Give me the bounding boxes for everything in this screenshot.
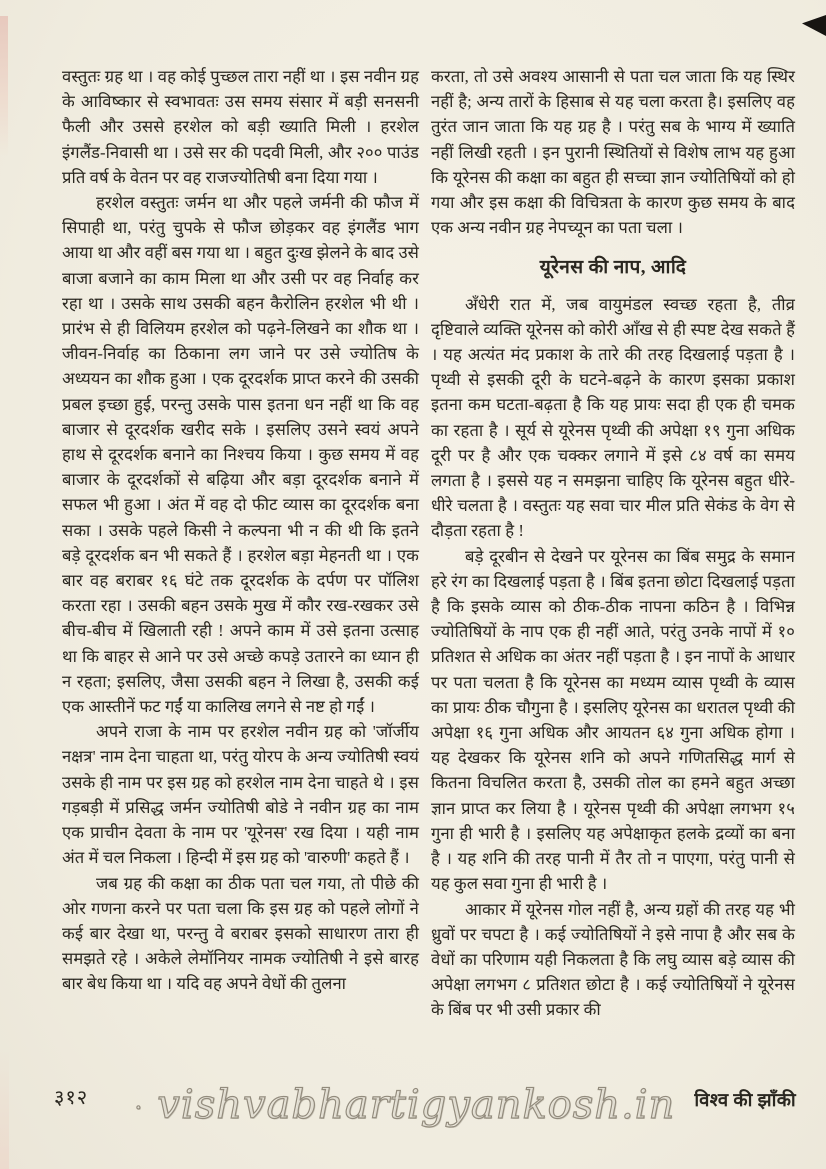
page-corner-mark (802, 15, 826, 36)
section-heading: यूरेनस की नाप, आदि (539, 257, 687, 279)
watermark-dot: · (134, 1094, 144, 1122)
watermark (130, 1082, 680, 1128)
paragraph: हरशेल वस्तुतः जर्मन था और पहले जर्मनी की फौज में सिपाही था, परंतु चुपके से फौज छोड़कर वह इंगलैंड भाग आया था और वहीं बस गया था । बहुत दुःख झेलने के बाद उसे बाजा बजाने का काम मिला था और उसी पर वह निर्वाह कर रहा था । उसके साथ उसकी बहन कैरोलिन हरशेल भी थी । प्रारंभ से ही विलियम हरशेल को पढ़ने-लिखने का शौक था । जीवन-निर्वाह का ठिकाना लग जाने पर उसे ज्योतिष के अध्ययन का शौक हुआ । एक दूरदर्शक प्राप्त करने की उसकी प्रबल इच्छा हुई, परन्तु उसके पास इतना धन नहीं था कि वह बाजार से दूरदर्शक खरीद सके । इसलिए उसने स्वयं अपने हाथ से दूरदर्शक बनाने का निश्चय किया । कुछ समय में वह बाजार के दूरदर्शकों से बढ़िया और बड़ा दूरदर्शक बनाने में सफल भी हुआ । अंत में वह दो फीट व्यास का दूरदर्शक बना सका । उसके पहले किसी ने कल्पना भी न की थी कि इतने बड़े दूरदर्शक बन भी सकते हैं । हरशेल बड़ा मेहनती था । एक बार वह बराबर १६ घंटे तक दूरदर्शक के दर्पण पर पॉलिश करता रहा । उसकी बहन उसके मुख में कौर रख-रखकर उसे बीच-बीच में खिलाती रही ! अपने काम में उसे इतना उत्साह था कि बाहर से आने पर उसे अच्छे कपड़े उतारने का ध्यान ही न रहता; इसलिए, जैसा उसकी बहन ने लिखा है, उसकी कई एक आस्तीनें फट गईं या कालिख लगने से नष्ट हो गईं । (62, 193, 419, 717)
paragraph: करता, तो उसे अवश्य आसानी से पता चल जाता कि यह स्थिर नहीं है; अन्य तारों के हिसाब से यह चला करता है। इसलिए वह तुरंत जान जाता कि यह ग्रह है । परंतु सब के भाग्य में ख्याति नहीं लिखी रहती । इन पुरानी स्थितियों से विशेष लाभ यह हुआ कि यूरेनस की कक्षा का बहुत ही सच्चा ज्ञान ज्योतिषियों को हो गया और इस कक्षा की विचित्रता के कारण कुछ समय के बाद एक अन्य नवीन ग्रह नेपच्यून का पता चला । (431, 67, 795, 238)
right-column (431, 64, 795, 1023)
paragraph: आकार में यूरेनस गोल नहीं है, अन्य ग्रहों की तरह यह भी ध्रुवों पर चपटा है । कई ज्योतिषियों ने इसे नापा है और सब के वेधों का परिणाम यही निकलता है कि लघु व्यास बड़े व्यास की अपेक्षा लगभग ८ प्रतिशत छोटा है । कई ज्योतिषियों ने यूरेनस के बिंब पर भी उसी प्रकार की (431, 899, 795, 1020)
right-column-body (431, 292, 795, 1023)
right-column-top (431, 64, 795, 240)
paragraph: बड़े दूरबीन से देखने पर यूरेनस का बिंब समुद्र के समान हरे रंग का दिखलाई पड़ता है । बिंब इतना छोटा दिखलाई पड़ता है कि इसके व्यास को ठीक-ठीक नापना कठिन है । विभिन्न ज्योतिषियों के नाप एक ही नहीं आते, परंतु उनके नापों में १० प्रतिशत से अधिक का अंतर नहीं पड़ता है । इन नापों के आधार पर पता चलता है कि यूरेनस का मध्यम व्यास पृथ्वी के व्यास का प्रायः ठीक चौगुना है । इसलिए यूरेनस का धरातल पृथ्वी की अपेक्षा १६ गुना अधिक और आयतन ६४ गुना अधिक होगा । यह देखकर कि यूरेनस शनि को अपने गणितसिद्ध मार्ग से कितना विचलित करता है, उसकी तोल का हमने बहुत अच्छा ज्ञान प्राप्त कर लिया है । यूरेनस पृथ्वी की अपेक्षा लगभग १५ गुना ही भारी है । इसलिए यह अपेक्षाकृत हलके द्रव्यों का बना है । यह शनि की तरह पानी में तैर तो न पाएगा, परंतु पानी से यह कुल सवा गुना ही भारी है । (431, 546, 795, 894)
page-number: ३१२ (54, 1087, 89, 1109)
scan-edge-tint-top (0, 16, 8, 156)
paragraph: अँधेरी रात में, जब वायुमंडल स्वच्छ रहता है, तीव्र दृष्टिवाले व्यक्ति यूरेनस को कोरी आँख से ही स्पष्ट देख सकते हैं । यह अत्यंत मंद प्रकाश के तारे की तरह दिखलाई पड़ता है । पृथ्वी से इसकी दूरी के घटने-बढ़ने के कारण इसका प्रकाश इतना कम घटता-बढ़ता है कि यह प्रायः सदा ही एक ही चमक का रहता है । सूर्य से यूरेनस पृथ्वी की अपेक्षा १९ गुना अधिक दूरी पर है और एक चक्कर लगाने में इसे ८४ वर्ष का समय लगता है । इससे यह न समझना चाहिए कि यूरेनस बहुत धीरे-धीरे चलता है । वस्तुतः यह सवा चार मील प्रति सेकंड के वेग से दौड़ता रहता है ! (431, 294, 795, 541)
paragraph: अपने राजा के नाम पर हरशेल नवीन ग्रह को 'जॉर्जीय नक्षत्र' नाम देना चाहता था, परंतु योरप के अन्य ज्योतिषी स्वयं उसके ही नाम पर इस ग्रह को हरशेल नाम देना चाहते थे । इस गड़बड़ी में प्रसिद्ध जर्मन ज्योतिषी बोडे ने नवीन ग्रह का नाम एक प्राचीन देवता के नाम पर 'यूरेनस' रख दिया । यही नाम अंत में चल निकला । हिन्दी में इस ग्रह को 'वारुणी' कहते हैं । (62, 722, 419, 868)
left-column (62, 64, 419, 997)
scan-edge-tint-bottom (0, 1049, 9, 1169)
paragraph: जब ग्रह की कक्षा का ठीक पता चल गया, तो पीछे की ओर गणना करने पर पता चला कि इस ग्रह को पहले लोगों ने कई बार देखा था, परन्तु वे बराबर इसको साधारण तारा ही समझते रहे । अकेले लेमॉनियर नामक ज्योतिषी ने इसे बारह बार बेध किया था । यदि वह अपने वेधों की तुलना (62, 873, 419, 994)
paragraph: वस्तुतः ग्रह था । वह कोई पुच्छल तारा नहीं था । इस नवीन ग्रह के आविष्कार से स्वभावतः उस समय संसार में बड़ी सनसनी फैली और उससे हरशेल को बड़ी ख्याति मिली । हरशेल इंगलैंड-निवासी था । उसे सर की पदवी मिली, और २०० पाउंड प्रति वर्ष के वेतन पर वह राजज्योतिषी बना दिया गया । (62, 67, 419, 187)
footer-book-title: विश्व की झाँकी (694, 1091, 796, 1111)
watermark-text: vishvabhartigyankosh.in (157, 1082, 676, 1128)
